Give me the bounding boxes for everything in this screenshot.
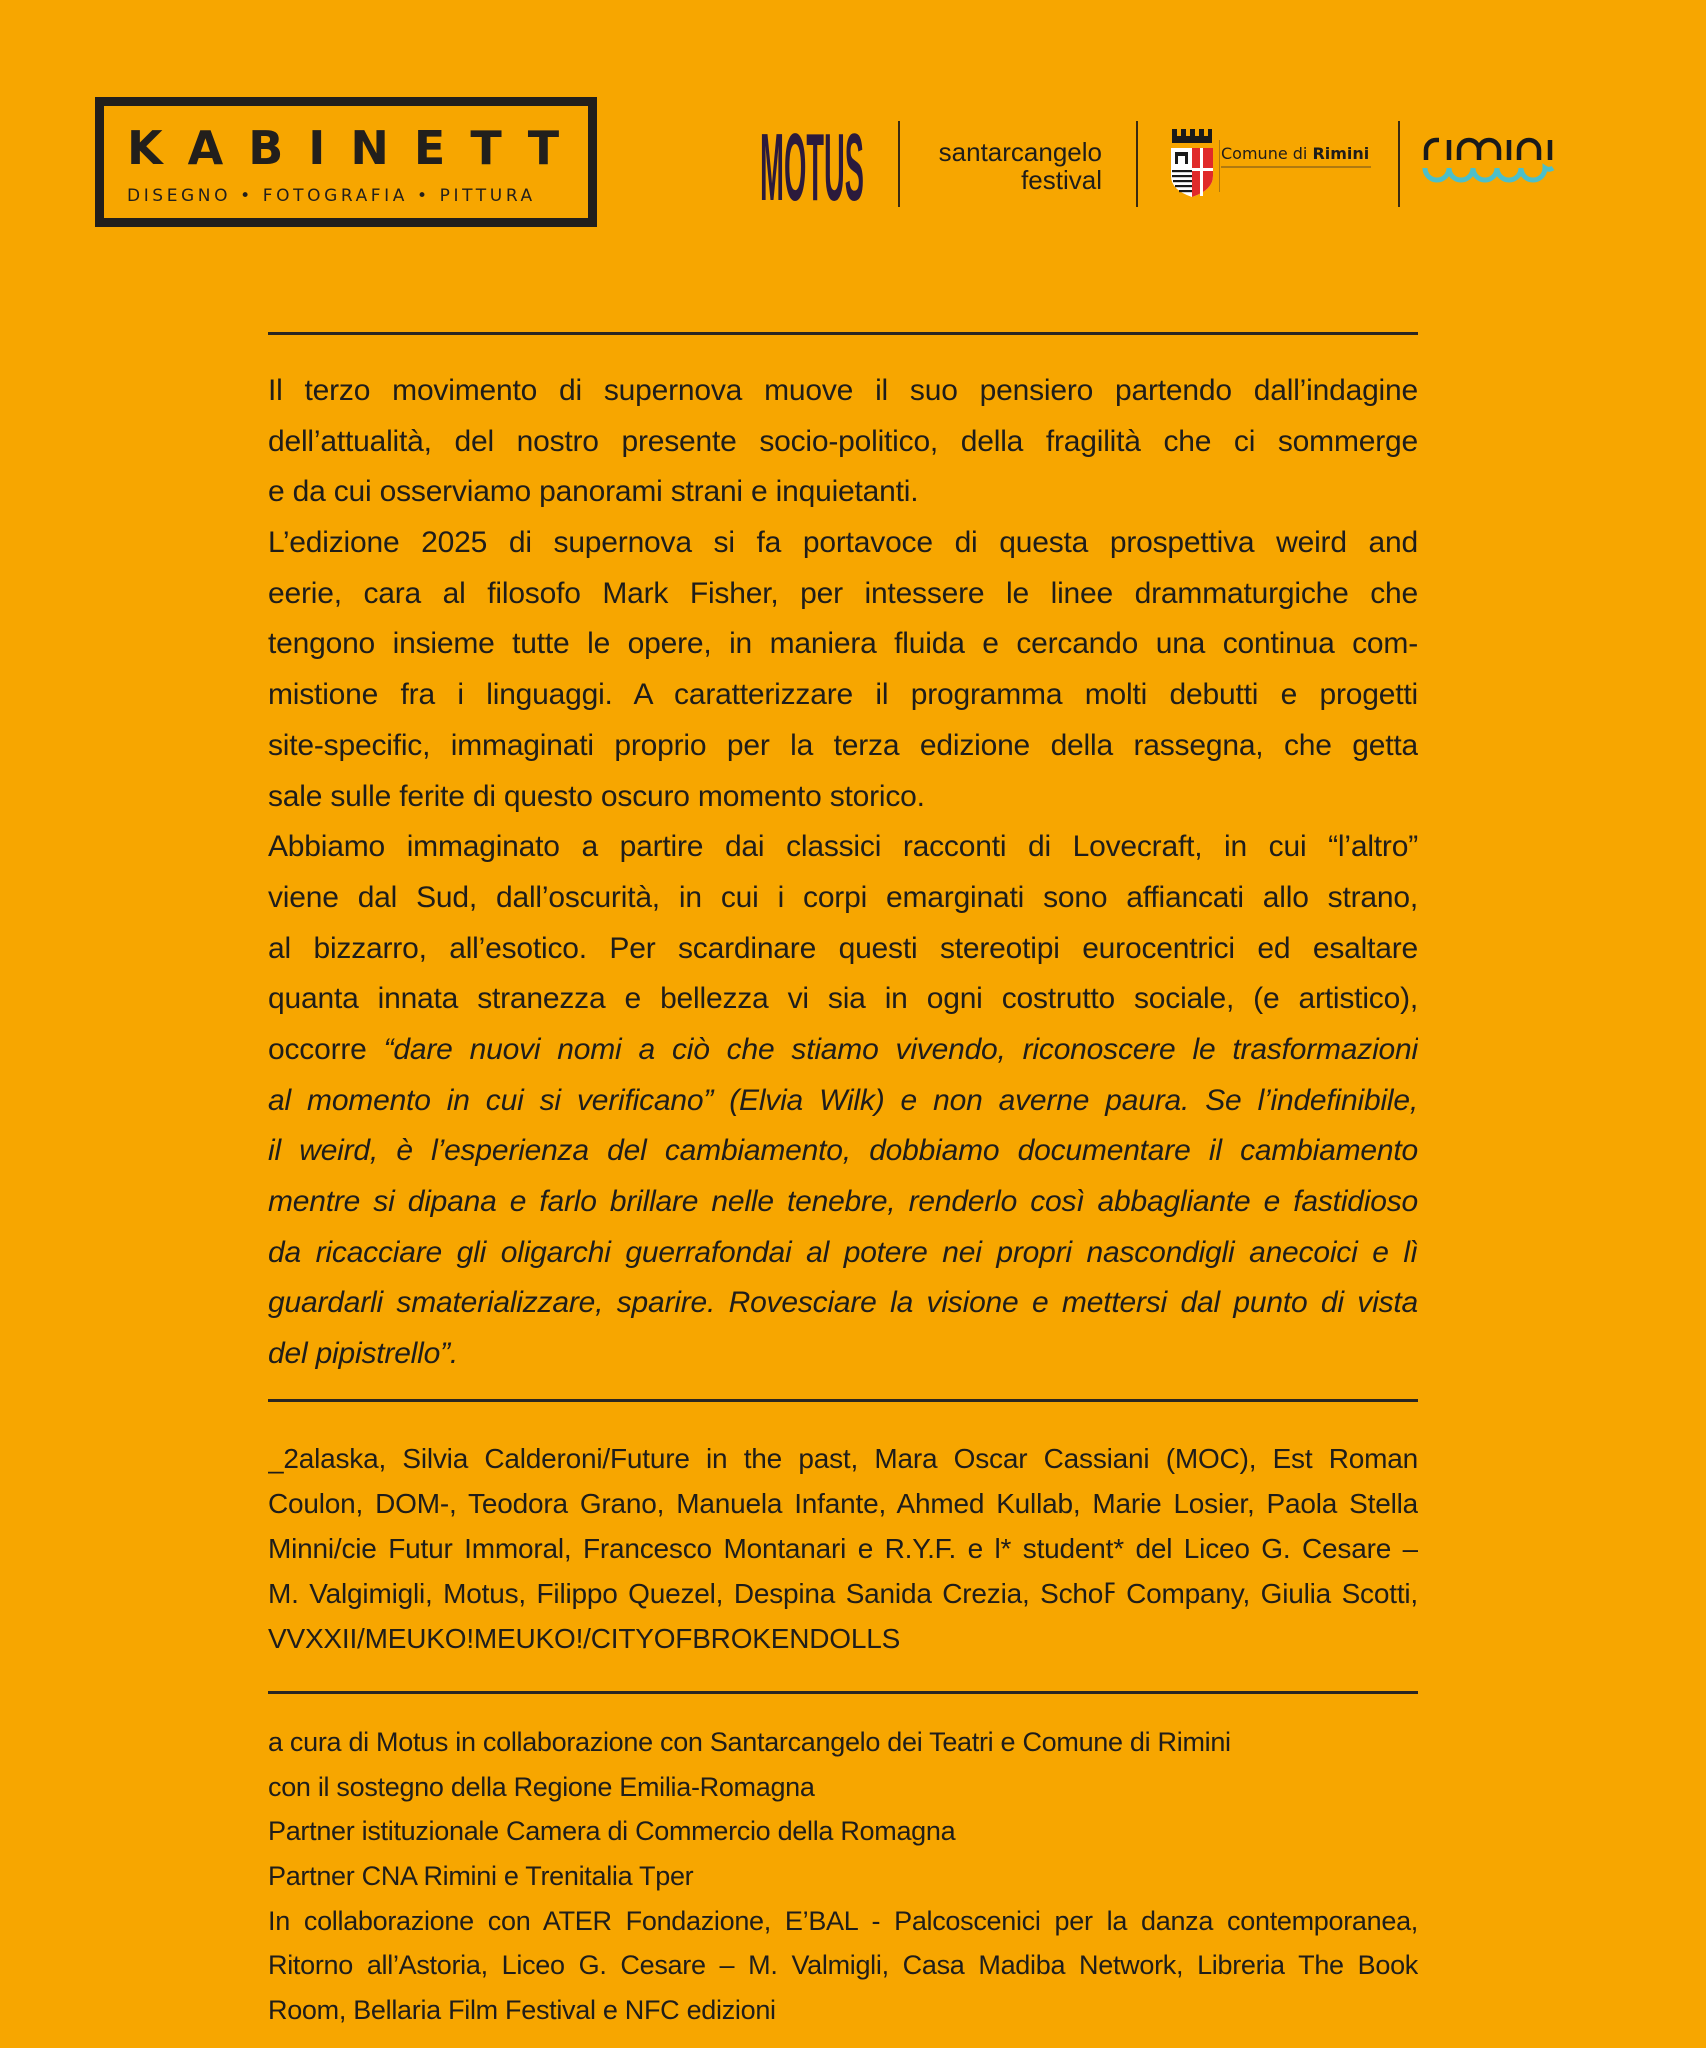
paragraph-line <box>268 974 1418 1025</box>
artists-list <box>268 1436 1418 1661</box>
quote-text: al momento in cui si verificano” (Elvia Wilk) e non averne paura. Se l’indefinibile, <box>268 1083 1418 1117</box>
paragraph-line <box>268 1177 1418 1228</box>
paragraph-line <box>268 1329 1418 1380</box>
logo-divider <box>1136 121 1138 207</box>
quote-text: mentre si dipana e farlo brillare nelle tenebre, renderlo così abbagliante e fastidioso <box>268 1185 1418 1218</box>
body-text: L’edizione 2025 di supernova si fa portavoce di questa prospettiva weird and <box>268 526 1418 560</box>
quote-text: guardarli smaterializzare, sparire. Rovesciare la visione e mettersi dal punto di vista <box>268 1286 1418 1320</box>
body-text: Il terzo movimento di supernova muove il suo pensiero partendo dall’indagine <box>268 374 1418 407</box>
body-text: sale sulle ferite di questo oscuro momento storico. <box>268 779 925 813</box>
artists-line: _2alaska, Silvia Calderoni/Future in the past, Mara Oscar Cassiani (MOC), Est Roman <box>268 1443 1418 1474</box>
paragraph-line <box>268 518 1418 569</box>
body-text: dell’attualità, del nostro presente socio-politico, della fragilità che ci sommerge <box>268 424 1418 458</box>
artists-line: Minni/cie Futur Immoral, Francesco Montanari e R.Y.F. e l* student* del Liceo G. Cesare – <box>268 1533 1418 1564</box>
santarcangelo-line1: santarcangelo <box>938 137 1102 167</box>
body-text: site-specific, immaginati proprio per la terza edizione della rassegna, che getta <box>268 728 1418 762</box>
partner-line: Room, Bellaria Film Festival e NFC edizioni <box>268 1995 776 2026</box>
body-text: tengono insieme tutte le opere, in maniera fluida e cercando una continua com- <box>268 627 1418 661</box>
paragraph-line <box>268 822 1418 873</box>
body-text: mistione fra i linguaggi. A caratterizzare il programma molti debutti e progetti <box>268 678 1418 712</box>
divider-top <box>268 332 1418 335</box>
comune-prefix: Comune di <box>1221 144 1313 163</box>
partner-line: In collaborazione con ATER Fondazione, E’BAL - Palcoscenici per la danza contemporanea, <box>268 1905 1418 1936</box>
santarcangelo-festival-logo <box>900 138 1102 194</box>
quote-text: “dare nuovi nomi a ciò che stiamo vivendo, riconoscere le trasformazioni <box>383 1032 1418 1066</box>
kabinett-title: KABINETT <box>127 121 585 175</box>
paragraph-line <box>268 619 1418 670</box>
paragraph-line <box>268 569 1418 620</box>
rimini-logo <box>1422 128 1556 188</box>
body-text: al bizzarro, all’esotico. Per scardinare questi stereotipi eurocentrici ed esaltare <box>268 931 1418 965</box>
comune-divider <box>1219 140 1220 192</box>
quote-text: da ricacciare gli oligarchi guerrafondai al potere nei propri nascondigli anecoici e lì <box>268 1235 1418 1269</box>
motus-logo <box>758 120 866 206</box>
partner-line: con il sostegno della Regione Emilia-Romagna <box>268 1771 815 1802</box>
body-text: occorre <box>268 1032 384 1066</box>
divider-middle <box>268 1399 1418 1402</box>
paragraph-line <box>268 873 1418 924</box>
rimini-crest-icon <box>1168 126 1216 198</box>
partner-line: Ritorno all’Astoria, Liceo G. Cesare – M. Valmigli, Casa Madiba Network, Libreria The Book <box>268 1950 1418 1981</box>
quote-text: del pipistrello”. <box>268 1337 459 1371</box>
paragraph-line <box>268 670 1418 721</box>
kabinett-subtitle: DISEGNO • FOTOGRAFIA • PITTURA <box>127 186 536 206</box>
paragraph-line <box>268 1228 1418 1279</box>
paragraph-line <box>268 772 1418 823</box>
paragraph-line <box>268 1278 1418 1329</box>
logo-divider <box>1398 121 1400 207</box>
body-text: viene dal Sud, dall’oscurità, in cui i corpi emarginati sono affiancati allo strano, <box>268 880 1418 914</box>
partner-line: Partner istituzionale Camera di Commercio della Romagna <box>268 1816 956 1847</box>
partner-line: Partner CNA Rimini e Trenitalia Tper <box>268 1861 694 1892</box>
partners-credits <box>268 1720 1418 2033</box>
kabinett-logo <box>95 97 597 227</box>
divider-bottom <box>268 1691 1418 1694</box>
paragraph-line <box>268 1126 1418 1177</box>
artists-line: VVXXII/MEUKO!MEUKO!/CITYOFBROKENDOLLS <box>268 1623 901 1654</box>
paragraph-line <box>268 467 1418 518</box>
body-text: quanta innata stranezza e bellezza vi sia in ogni costrutto sociale, (e artistico), <box>268 982 1418 1016</box>
santarcangelo-line2: festival <box>1021 165 1102 195</box>
body-text: e da cui osserviamo panorami strani e inquietanti. <box>268 475 919 509</box>
body-text: eerie, cara al filosofo Mark Fisher, per intessere le linee drammaturgiche che <box>268 576 1418 610</box>
paragraph-line <box>268 366 1418 417</box>
main-description <box>268 366 1418 1380</box>
paragraph-line <box>268 1025 1418 1076</box>
artists-line: M. Valgimigli, Motus, Filippo Quezel, Despina Sanida Crezia, Schoߓ Company, Giulia Scotti, <box>268 1578 1418 1609</box>
comune-di-rimini-logo <box>1221 145 1371 168</box>
artists-line: Coulon, DOM-, Teodora Grano, Manuela Infante, Ahmed Kullab, Marie Losier, Paola Stella <box>268 1488 1418 1519</box>
body-text: Abbiamo immaginato a partire dai classici racconti di Lovecraft, in cui “l’altro” <box>268 830 1418 864</box>
paragraph-line <box>268 1076 1418 1127</box>
partner-line: a cura di Motus in collaborazione con Santarcangelo dei Teatri e Comune di Rimini <box>268 1727 1231 1757</box>
quote-text: il weird, è l’esperienza del cambiamento, dobbiamo documentare il cambiamento <box>268 1134 1418 1168</box>
paragraph-line <box>268 924 1418 975</box>
paragraph-line <box>268 721 1418 772</box>
paragraph-line <box>268 417 1418 468</box>
comune-bold: Rimini <box>1312 144 1370 163</box>
motus-text: MOTUS <box>760 120 864 206</box>
